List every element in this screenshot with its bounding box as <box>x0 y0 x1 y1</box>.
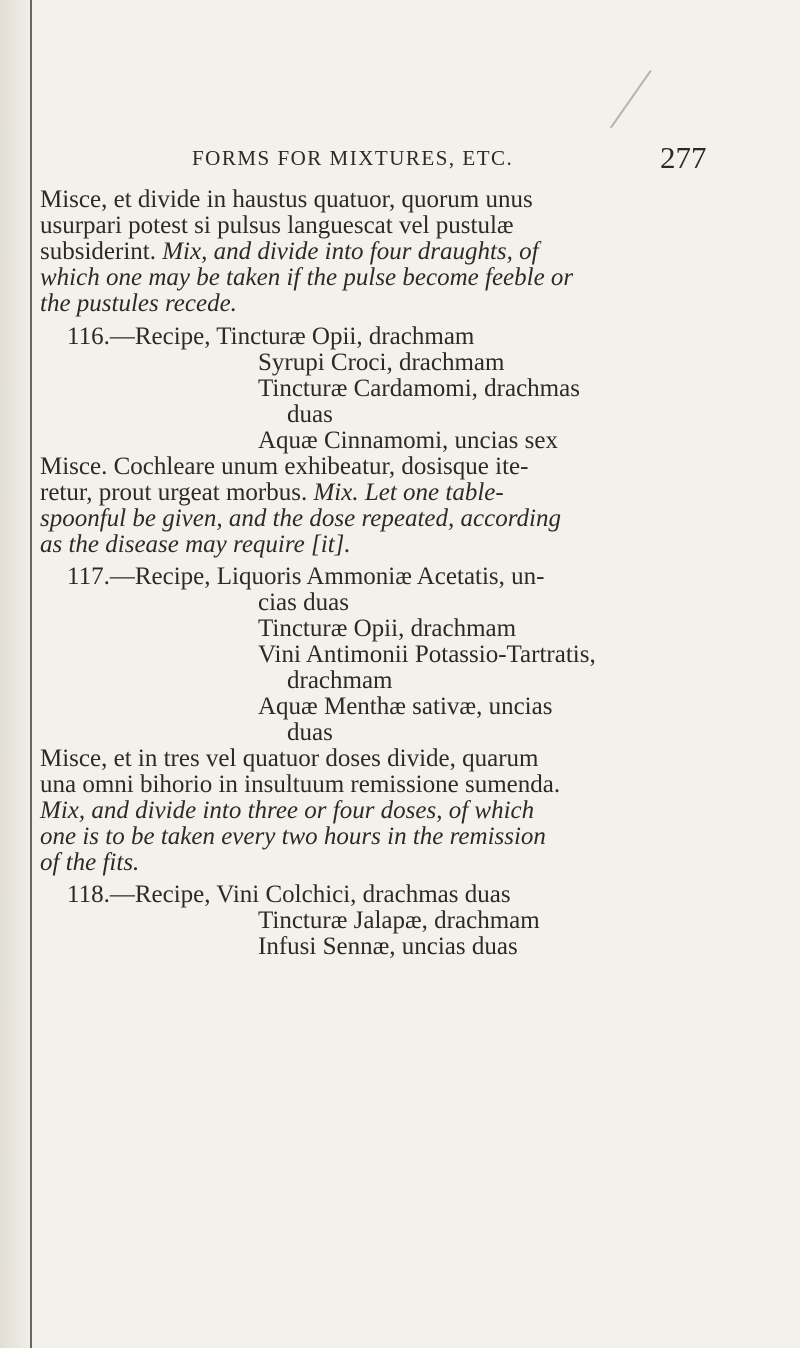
translation-line: Mix, and divide into three or four doses, of which <box>40 797 535 824</box>
translation-line: one is to be taken every two hours in the remission <box>40 823 546 850</box>
text-run: subsiderint. <box>40 238 156 265</box>
ingredient-line: Tincturæ Opii, drachmam <box>258 615 517 642</box>
ingredient-line: Tincturæ Jalapæ, drachmam <box>258 907 540 934</box>
ingredient-line: duas <box>287 719 333 746</box>
ingredient-line: Aquæ Menthæ sativæ, uncias <box>258 693 553 720</box>
text-line: Misce, et divide in haustus quatuor, quorum unus <box>40 186 533 213</box>
ingredient-line: cias duas <box>258 589 349 616</box>
running-head: FORMS FOR MIXTURES, ETC. <box>192 146 514 170</box>
pencil-mark <box>610 70 652 128</box>
recipe-118-heading: 118.—Recipe, Vini Colchici, drachmas duas <box>67 881 511 908</box>
page-number: 277 <box>660 140 707 175</box>
page-header <box>0 140 800 180</box>
text-line: Misce, et in tres vel quatuor doses divide, quarum <box>40 745 539 772</box>
text-line: usurpari potest si pulsus languescat vel pustulæ <box>40 212 514 239</box>
translation-line <box>40 530 351 560</box>
ingredient-line: Aquæ Cinnamomi, uncias sex <box>258 427 558 454</box>
translation-text: as the disease may require [ <box>40 531 321 558</box>
ingredient-line: duas <box>287 401 333 428</box>
ingredient-line: Tincturæ Cardamomi, drachmas <box>258 375 580 402</box>
translation-line: the pustules recede. <box>40 290 237 317</box>
text-line: Misce. Cochleare unum exhibeatur, dosisque ite- <box>40 453 529 480</box>
recipe-117-heading: 117.—Recipe, Liquoris Ammoniæ Acetatis, un- <box>67 563 545 590</box>
ingredient-line: drachmam <box>287 667 393 694</box>
translation-text: Mix. Let one table- <box>313 479 504 506</box>
recipe-116-heading: 116.—Recipe, Tincturæ Opii, drachmam <box>67 323 475 350</box>
binding-edge <box>0 0 34 1348</box>
translation-text: ]. <box>334 531 351 558</box>
text-run: retur, prout urgeat morbus. <box>40 479 308 506</box>
ingredient-line: Vini Antimonii Potassio-Tartratis, <box>258 641 596 668</box>
ingredient-line: Syrupi Croci, drachmam <box>258 349 505 376</box>
text-line: una omni bihorio in insultuum remissione sumenda. <box>40 771 561 798</box>
translation-text: Mix, and divide into four draughts, of <box>162 238 539 265</box>
translation-line: of the fits. <box>40 849 140 876</box>
translation-line: spoonful be given, and the dose repeated, according <box>40 505 561 532</box>
translation-line: which one may be taken if the pulse become feeble or <box>40 264 574 291</box>
binding-line <box>30 0 32 1348</box>
ingredient-line: Infusi Sennæ, uncias duas <box>258 933 518 960</box>
translation-text: it <box>320 531 335 558</box>
